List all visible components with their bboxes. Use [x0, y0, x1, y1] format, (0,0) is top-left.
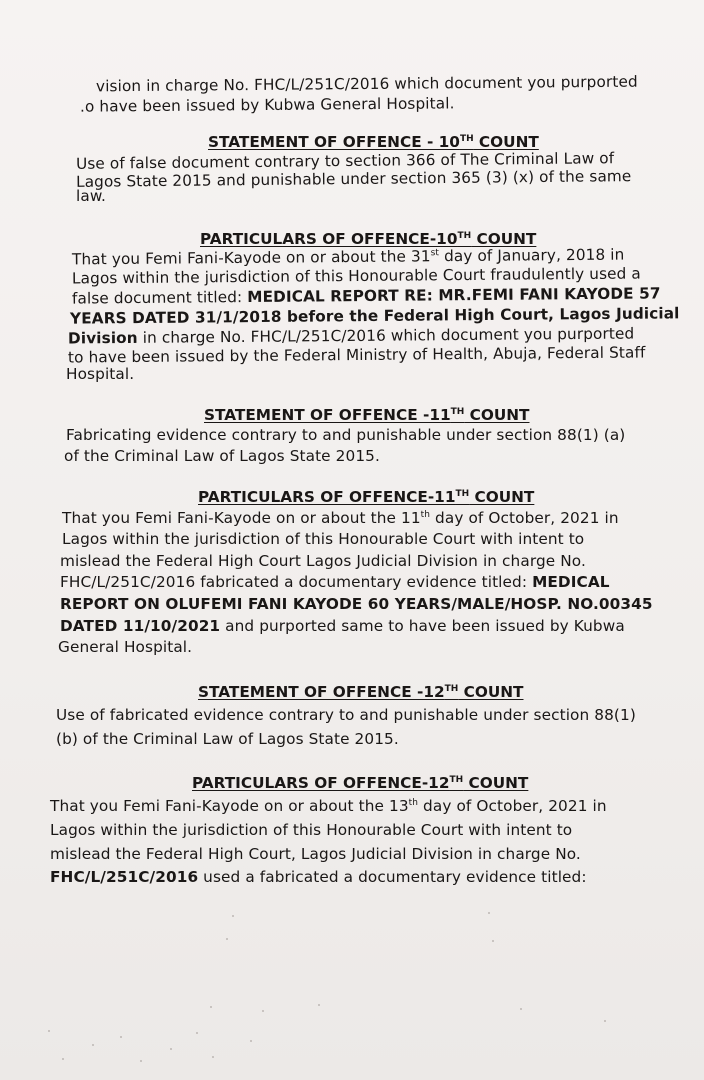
statement-10-heading: STATEMENT OF OFFENCE - 10TH COUNT: [208, 133, 539, 151]
particulars-11-line-1: That you Femi Fani-Kayode on or about the 11th day of October, 2021 in: [62, 509, 619, 527]
particulars-12-line-2: Lagos within the jurisdiction of this Honourable Court with intent to: [50, 821, 573, 839]
statement-10-line-2: Lagos State 2015 and punishable under section 365 (3) (x) of the same: [75, 167, 632, 191]
particulars-10-line-7: Hospital.: [66, 365, 135, 383]
particulars-10-line-5: Division in charge No. FHC/L/251C/2016 which document you purported: [67, 324, 635, 348]
particulars-10-line-6: to have been issued by the Federal Ministry of Health, Abuja, Federal Staff: [67, 343, 646, 367]
particulars-11-line-2: Lagos within the jurisdiction of this Honourable Court with intent to: [62, 530, 585, 548]
particulars-10-heading: PARTICULARS OF OFFENCE-10TH COUNT: [200, 230, 537, 248]
particulars-11-heading: PARTICULARS OF OFFENCE-11TH COUNT: [198, 488, 535, 506]
statement-12-heading: STATEMENT OF OFFENCE -12TH COUNT: [198, 683, 524, 701]
continuation-line-2: .o have been issued by Kubwa General Hospital.: [79, 94, 455, 116]
particulars-12-line-4: FHC/L/251C/2016 used a fabricated a documentary evidence titled:: [50, 868, 587, 886]
particulars-10-line-3: false document titled: MEDICAL REPORT RE: MR.FEMI FANI KAYODE 57: [71, 284, 661, 308]
particulars-12-line-1: That you Femi Fani-Kayode on or about the 13th day of October, 2021 in: [50, 797, 607, 815]
statement-11-heading: STATEMENT OF OFFENCE -11TH COUNT: [204, 406, 530, 424]
particulars-11-line-5: REPORT ON OLUFEMI FANI KAYODE 60 YEARS/MALE/HOSP. NO.00345: [60, 595, 653, 613]
particulars-12-line-3: mislead the Federal High Court, Lagos Judicial Division in charge No.: [50, 845, 581, 863]
statement-12-line-1: Use of fabricated evidence contrary to and punishable under section 88(1): [56, 706, 636, 724]
statement-11-line-1: Fabricating evidence contrary to and punishable under section 88(1) (a): [66, 426, 626, 444]
particulars-11-line-4: FHC/L/251C/2016 fabricated a documentary evidence titled: MEDICAL: [60, 573, 610, 591]
continuation-line-1: vision in charge No. FHC/L/251C/2016 which document you purported: [95, 72, 638, 96]
particulars-10-line-2: Lagos within the jurisdiction of this Honourable Court fraudulently used a: [71, 264, 641, 288]
particulars-11-line-6: DATED 11/10/2021 and purported same to have been issued by Kubwa: [60, 617, 625, 635]
statement-10-line-3: law.: [76, 187, 106, 205]
statement-10-line-1: Use of false document contrary to section 366 of The Criminal Law of: [75, 149, 615, 173]
statement-11-line-2: of the Criminal Law of Lagos State 2015.: [64, 447, 380, 465]
particulars-10-line-4: YEARS DATED 31/1/2018 before the Federal High Court, Lagos Judicial: [69, 304, 680, 328]
particulars-11-line-7: General Hospital.: [58, 638, 193, 656]
particulars-10-line-1: That you Femi Fani-Kayode on or about the 31st day of January, 2018 in: [71, 245, 625, 269]
statement-12-line-2: (b) of the Criminal Law of Lagos State 2015.: [56, 730, 399, 748]
particulars-11-line-3: mislead the Federal High Court Lagos Judicial Division in charge No.: [60, 552, 586, 570]
particulars-12-heading: PARTICULARS OF OFFENCE-12TH COUNT: [192, 774, 529, 792]
